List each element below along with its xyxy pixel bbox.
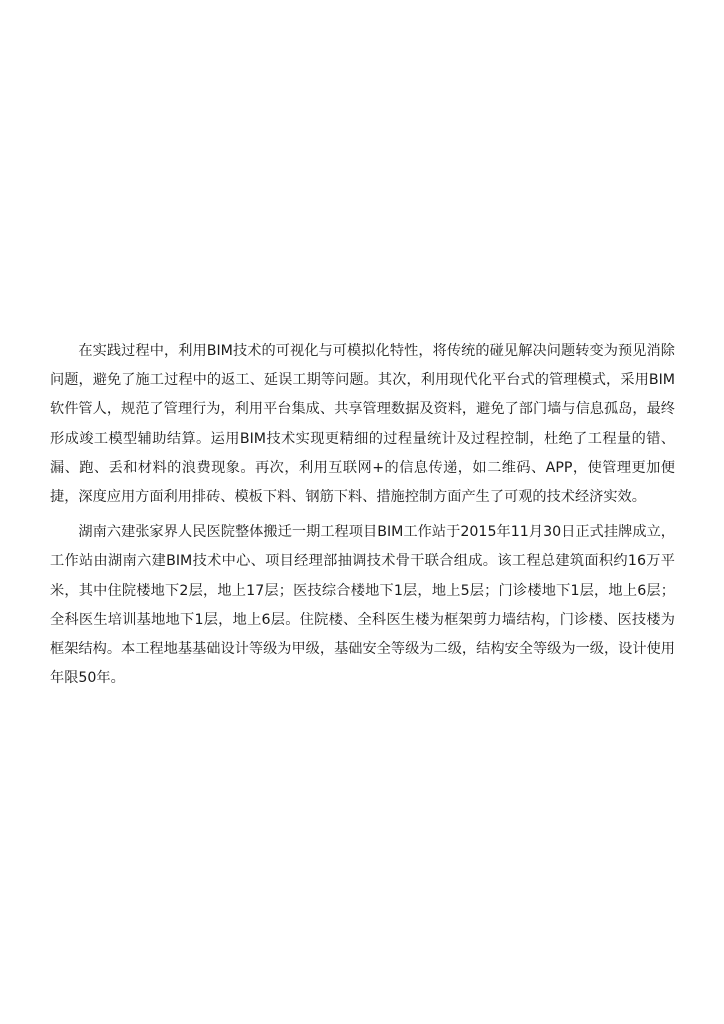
paragraph-project-overview: 湖南六建张家界人民医院整体搬迁一期工程项目BIM工作站于2015年11月30日正式挂牌成立，工作站由湖南六建BIM技术中心、项目经理部抽调技术骨干联合组成。该工程总建筑面积约16万平米，其中住院楼地下2层，地上17层；医技综合楼地下1层，地上5层；门诊楼地下1层，地上6层；全科医生培训基地地下1层，地上6层。住院楼、全科医生楼为框架剪力墙结构，门诊楼、医技楼为框架结构。本工程地基基础设计等级为甲级，基础安全等级为二级，结构安全等级为一级，设计使用年限50年。 <box>50 524 675 687</box>
document-body <box>50 337 675 693</box>
paragraph-bim-practice: 在实践过程中，利用BIM技术的可视化与可模拟化特性，将传统的碰见解决问题转变为预见消除问题，避免了施工过程中的返工、延误工期等问题。其次，利用现代化平台式的管理模式，采用BIM软件管人，规范了管理行为，利用平台集成、共享管理数据及资料，避免了部门墙与信息孤岛，最终形成竣工模型辅助结算。运用BIM技术实现更精细的过程量统计及过程控制，杜绝了工程量的错、漏、跑、丢和材料的浪费现象。再次，利用互联网+的信息传递，如二维码、APP，使管理更加便捷，深度应用方面利用排砖、模板下料、钢筋下料、措施控制方面产生了可观的技术经济实效。 <box>50 343 675 506</box>
